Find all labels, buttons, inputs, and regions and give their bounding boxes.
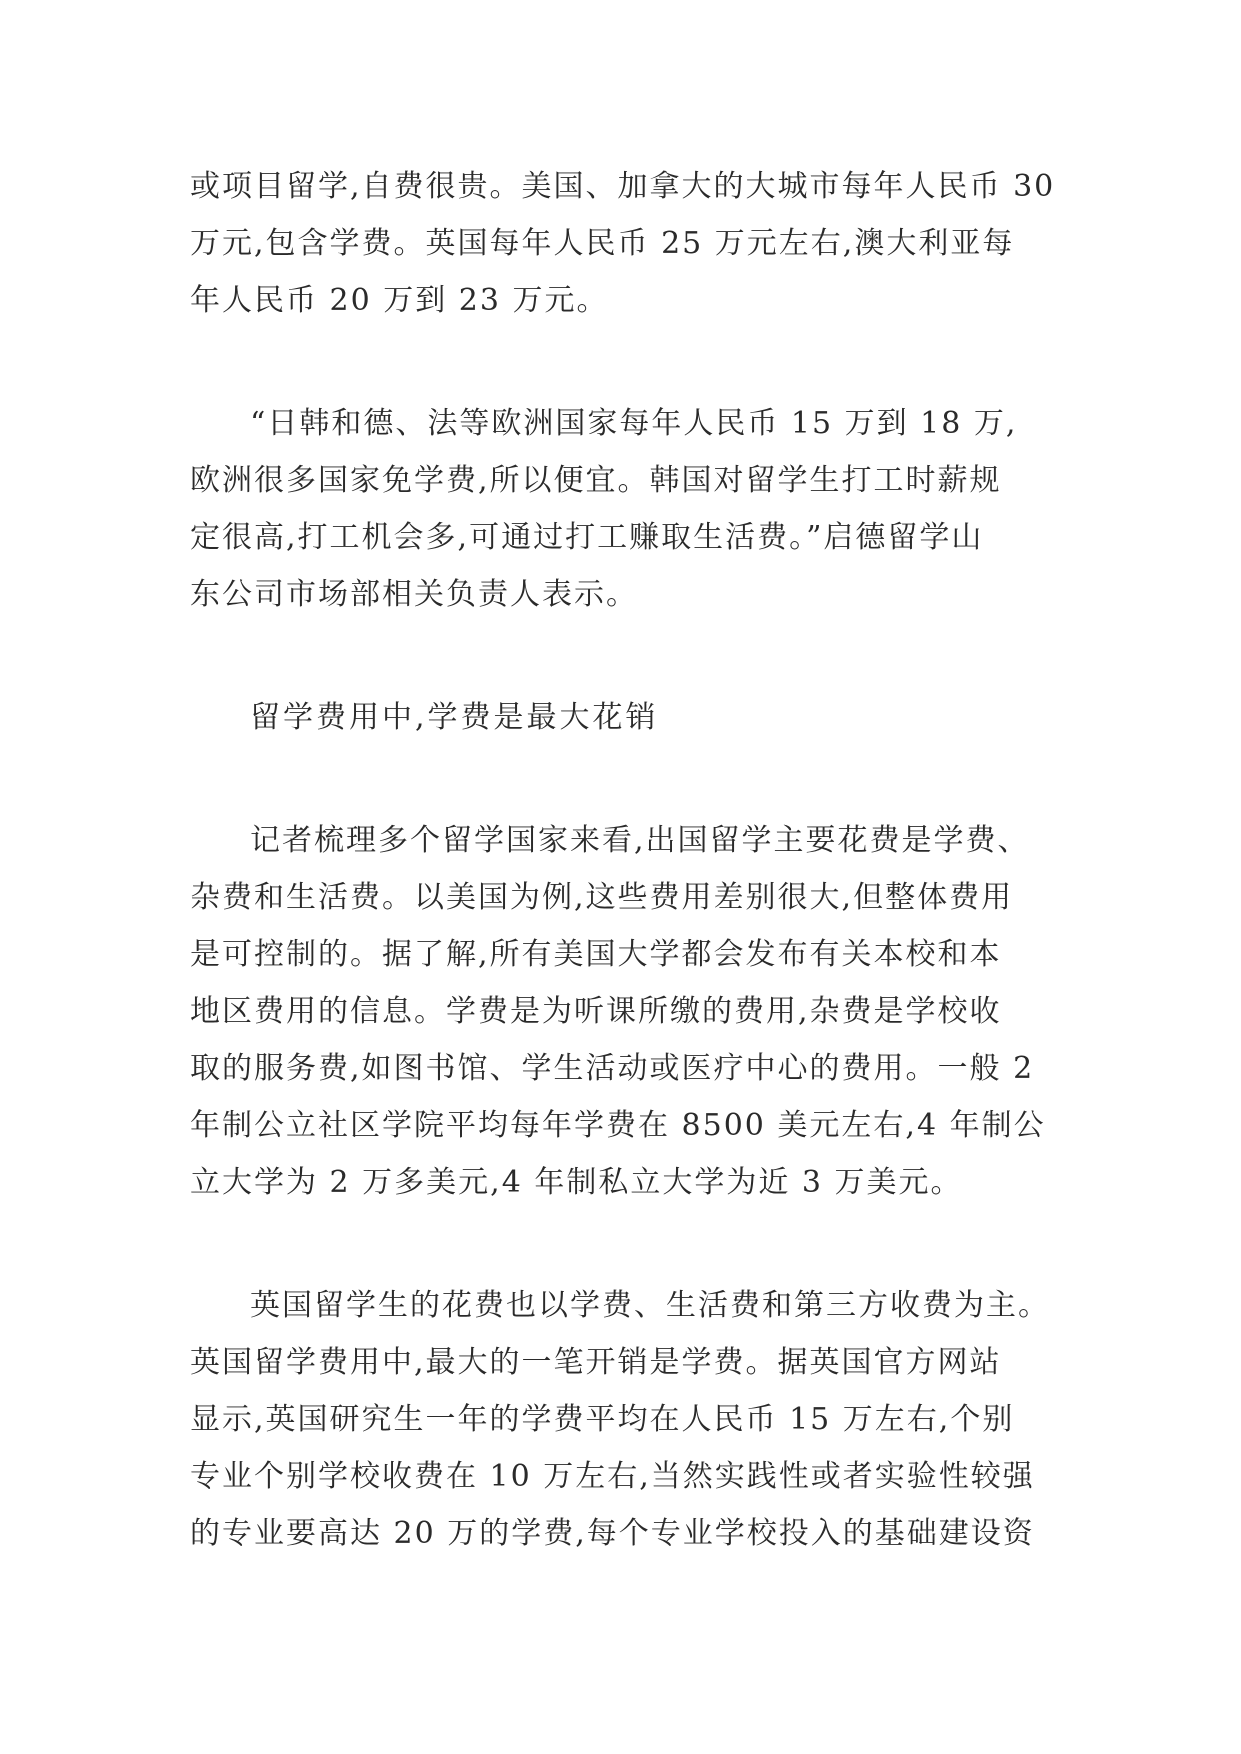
text-line: 英国留学费用中,最大的一笔开销是学费。据英国官方网站 — [190, 1345, 1002, 1380]
text-line: “日韩和德、法等欧洲国家每年人民币 15 万到 18 万, — [250, 406, 1018, 441]
text-line: 专业个别学校收费在 10 万左右,当然实践性或者实验性较强 — [190, 1459, 1035, 1494]
text-line: 年人民币 20 万到 23 万元。 — [190, 283, 609, 318]
text-line: 记者梳理多个留学国家来看,出国留学主要花费是学费、 — [250, 823, 1030, 858]
text-line: 是可控制的。据了解,所有美国大学都会发布有关本校和本 — [190, 937, 1002, 972]
text-line: 地区费用的信息。学费是为听课所缴的费用,杂费是学校收 — [190, 994, 1002, 1029]
text-line: 立大学为 2 万多美元,4 年制私立大学为近 3 万美元。 — [190, 1165, 963, 1200]
text-line: 英国留学生的花费也以学费、生活费和第三方收费为主。 — [250, 1288, 1050, 1323]
text-line: 年制公立社区学院平均每年学费在 8500 美元左右,4 年制公 — [190, 1108, 1046, 1143]
text-line: 的专业要高达 20 万的学费,每个专业学校投入的基础建设资 — [190, 1516, 1035, 1551]
text-line: 万元,包含学费。英国每年人民币 25 万元左右,澳大利亚每 — [190, 226, 1015, 261]
paragraph-europe-korea-quote — [190, 395, 1050, 623]
text-line: 显示,英国研究生一年的学费平均在人民币 15 万左右,个别 — [190, 1402, 1015, 1437]
paragraph-uk-costs — [190, 1277, 1050, 1562]
text-line: 取的服务费,如图书馆、学生活动或医疗中心的费用。一般 2 — [190, 1051, 1035, 1086]
text-line: 或项目留学,自费很贵。美国、加拿大的大城市每年人民币 30 — [190, 169, 1056, 204]
document-body — [190, 158, 1056, 1628]
section-heading — [190, 689, 1050, 746]
text-line: 欧洲很多国家免学费,所以便宜。韩国对留学生打工时薪规 — [190, 463, 1002, 498]
section-heading-text: 留学费用中,学费是最大花销 — [250, 700, 659, 735]
text-line: 定很高,打工机会多,可通过打工赚取生活费。”启德留学山 — [190, 520, 984, 555]
paragraph-us-costs — [190, 812, 1050, 1211]
text-line: 东公司市场部相关负责人表示。 — [190, 577, 638, 612]
paragraph-study-costs-overview — [190, 158, 1056, 329]
text-line: 杂费和生活费。以美国为例,这些费用差别很大,但整体费用 — [190, 880, 1014, 915]
